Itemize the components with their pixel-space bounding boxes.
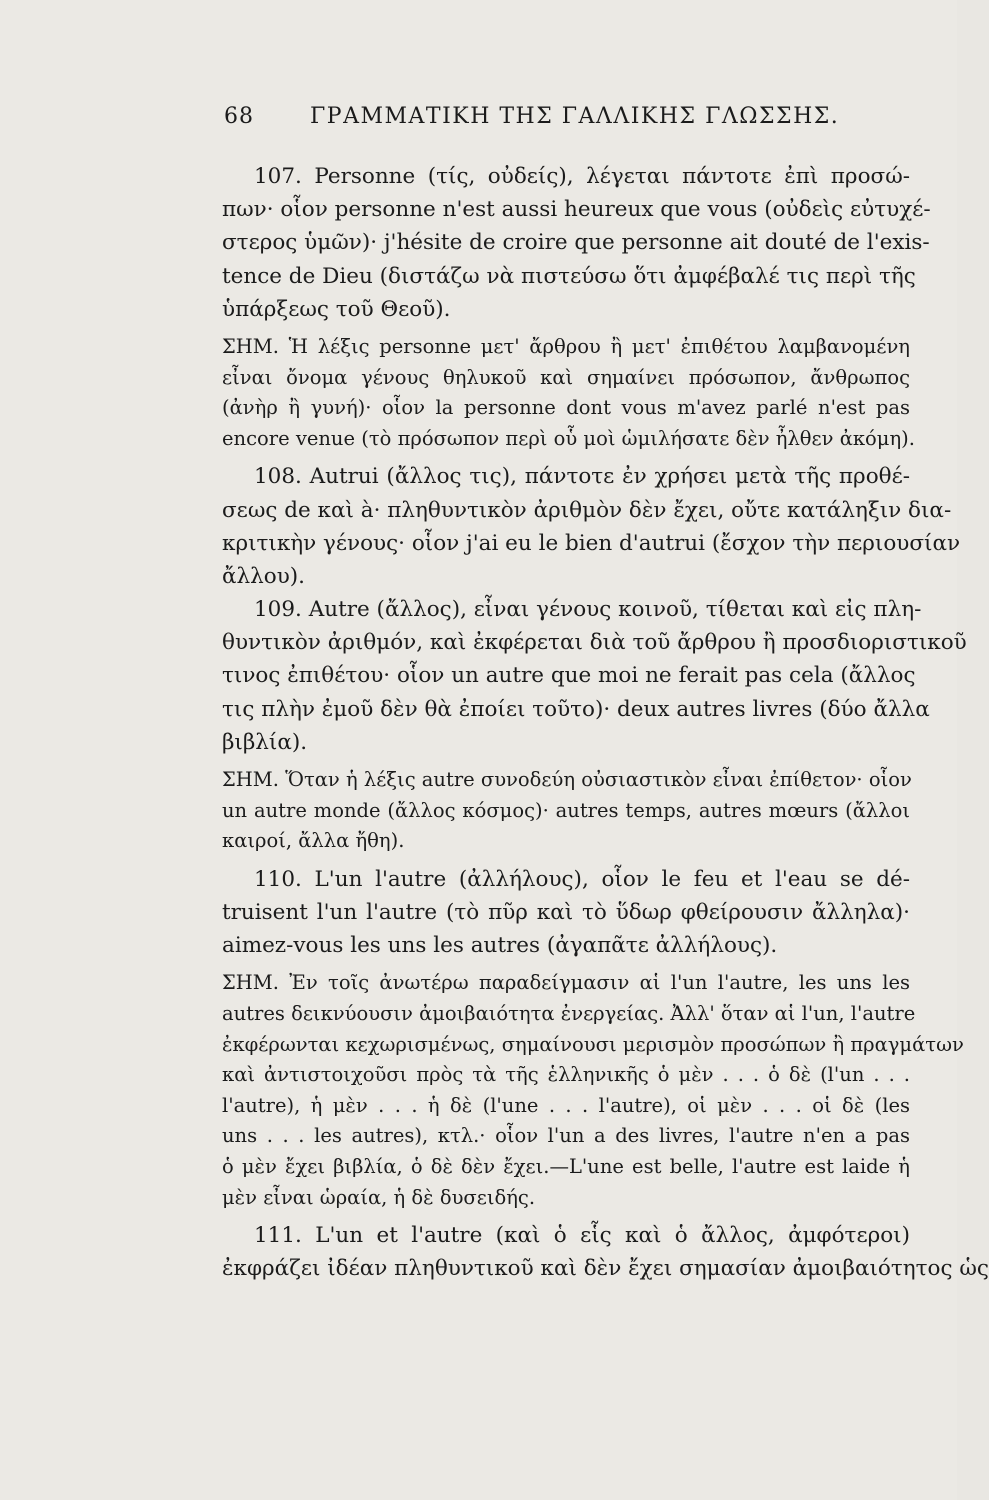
text-line: 107. Personne (τίς, οὐδείς), λέγεται πάντοτε ἐπὶ προσώ- [254, 164, 910, 189]
text-line: 108. Autrui (ἄλλος τις), πάντοτε ἐν χρήσει μετὰ τῆς προθέ- [254, 464, 910, 490]
text-line: στερος ὑμῶν)· j'hésite de croire que personne ait douté de l'exis- [222, 230, 930, 256]
note-line: ὁ μὲν ἔχει βιβλία, ὁ δὲ δὲν ἔχει.—L'une est belle, l'autre est laide ἡ [222, 1154, 910, 1178]
text-line: aimez-vous les uns les autres (ἀγαπᾶτε ἀλλήλους). [222, 933, 778, 959]
text-line: θυντικὸν ἀριθμόν, καὶ ἐκφέρεται διὰ τοῦ ἄρθρου ἢ προσδιοριστικοῦ [222, 630, 967, 656]
note-line: un autre monde (ἄλλος κόσμος)· autres temps, autres mœurs (ἄλλοι [222, 798, 910, 822]
text-line: truisent l'un l'autre (τὸ πῦρ καὶ τὸ ὕδωρ φθείρουσιν ἄλληλα)· [222, 899, 910, 925]
page-number: 68 [224, 104, 254, 129]
note-line: εἶναι ὄνομα γένους θηλυκοῦ καὶ σημαίνει πρόσωπον, ἄνθρωπος [222, 365, 910, 389]
text-line: tence de Dieu (διστάζω νὰ πιστεύσω ὅτι ἀμφέβαλέ τις περὶ τῆς [222, 263, 916, 289]
text-line: 109. Autre (ἄλλος), εἶναι γένους κοινοῦ, τίθεται καὶ εἰς πλη- [254, 597, 922, 623]
text-line: τινος ἐπιθέτου· οἷον un autre que moi ne ferait pas cela (ἄλλος [222, 663, 916, 689]
text-line: σεως de καὶ à· πληθυντικὸν ἀριθμὸν δὲν ἔχει, οὔτε κατάληξιν δια- [222, 497, 952, 523]
note-line: μὲν εἶναι ὡραία, ἡ δὲ δυσειδής. [222, 1185, 536, 1209]
page-header [224, 104, 887, 144]
text-line: ἐκφράζει ἰδέαν πληθυντικοῦ καὶ δὲν ἔχει σημασίαν ἀμοιβαιότητος ὡς [222, 1256, 989, 1282]
note-line: uns . . . les autres), κτλ.· οἷον l'un a des livres, l'autre n'en a pas [222, 1124, 910, 1148]
text-line: ὑπάρξεως τοῦ Θεοῦ). [222, 296, 451, 322]
note-line: ΣΗΜ. Ἡ λέξις personne μετ' ἄρθρου ἢ μετ' ἐπιθέτου λαμβανομένη [222, 334, 910, 358]
note-line: ΣΗΜ. Ἐν τοῖς ἀνωτέρω παραδείγμασιν αἱ l'un l'autre, les uns les [222, 971, 910, 995]
text-line: 110. L'un l'autre (ἀλλήλους), οἷον le feu et l'eau se dé- [254, 866, 910, 892]
note-line: l'autre), ἡ μὲν . . . ἡ δὲ (l'une . . . l'autre), οἱ μὲν . . . οἱ δὲ (les [222, 1093, 910, 1117]
note-line: ΣΗΜ. Ὅταν ἡ λέξις autre συνοδεύη οὐσιαστικὸν εἶναι ἐπίθετον· οἷον [222, 768, 912, 791]
text-line: βιβλία). [222, 729, 308, 755]
text-line: κριτικὴν γένους· οἷον j'ai eu le bien d'autrui (ἔσχον τὴν περιουσίαν [222, 530, 961, 556]
text-line: πων· οἷον personne n'est aussi heureux que vous (οὐδεὶς εὐτυχέ- [222, 197, 931, 223]
running-title: ΓΡΑΜΜΑΤΙΚΗ ΤΗΣ ΓΑΛΛΙΚΗΣ ΓΛΩΣΣΗΣ. [310, 104, 840, 129]
note-line: καὶ ἀντιστοιχοῦσι πρὸς τὰ τῆς ἑλληνικῆς ὁ μὲν . . . ὁ δὲ (l'un . . . [222, 1063, 910, 1087]
note-line: encore venue (τὸ πρόσωπον περὶ οὗ μοὶ ὡμιλήσατε δὲν ἦλθεν ἀκόμη). [222, 426, 915, 450]
text-line: 111. L'un et l'autre (καὶ ὁ εἷς καὶ ὁ ἄλλος, ἀμφότεροι) [254, 1223, 910, 1249]
text-line: τις πλὴν ἐμοῦ δὲν θὰ ἐποίει τοῦτο)· deux autres livres (δύο ἄλλα [222, 696, 930, 722]
note-line: autres δεικνύουσιν ἀμοιβαιότητα ἐνεργείας. Ἀλλ' ὅταν αἱ l'un, l'autre [222, 1001, 916, 1025]
text-line: ἄλλου). [222, 563, 306, 589]
note-line: (ἀνὴρ ἢ γυνή)· οἷον la personne dont vous m'avez parlé n'est pas [222, 396, 910, 420]
page-body [222, 160, 989, 1285]
note-line: ἐκφέρωνται κεχωρισμένως, σημαίνουσι μερισμὸν προσώπων ἢ πραγμάτων [222, 1032, 964, 1056]
note-line: καιροί, ἄλλα ἤθη). [222, 829, 405, 853]
